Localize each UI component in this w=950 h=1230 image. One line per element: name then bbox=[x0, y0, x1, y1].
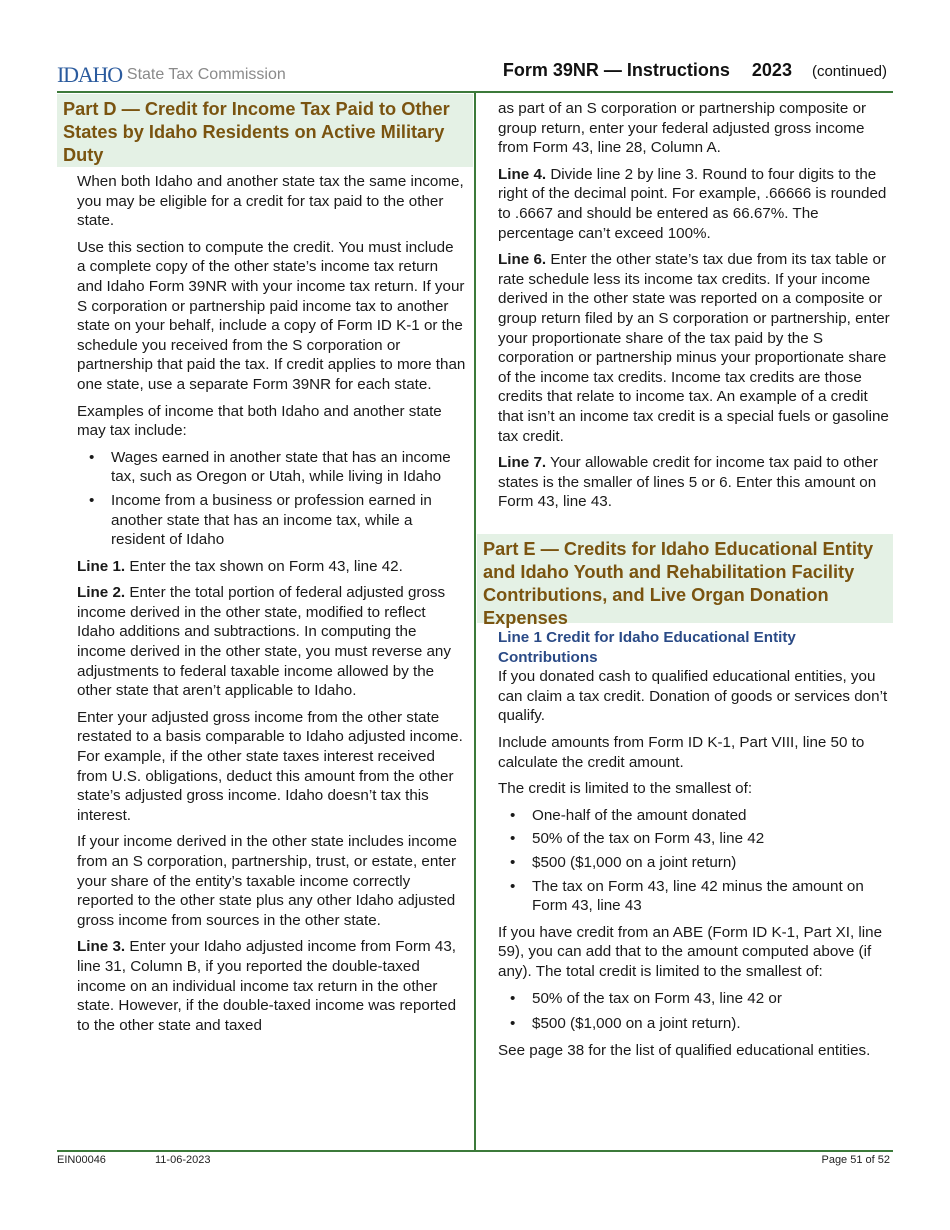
list-item: • $500 ($1,000 on a joint return) bbox=[498, 853, 894, 873]
line-3-instruction bbox=[77, 937, 466, 1035]
line-text: Enter your Idaho adjusted income from Form 43, line 31, Column B, if you reported the double-taxed income on an individual income tax return in the other state. However, if the double-taxed income was reported to the other state and taxed bbox=[77, 938, 457, 1034]
part-d-heading: Part D — Credit for Income Tax Paid to Other States by Idaho Residents on Active Military Duty bbox=[57, 94, 473, 167]
part-e-see-page: See page 38 for the list of qualified educational entities. bbox=[498, 1041, 871, 1059]
right-column bbox=[498, 99, 894, 519]
line-text: Your allowable credit for income tax paid to other states is the smaller of lines 5 or 6. Enter this amount on Form 43, line 43. bbox=[498, 454, 878, 511]
list-item: • 50% of the tax on Form 43, line 42 or bbox=[498, 989, 894, 1009]
form-title-group bbox=[503, 60, 887, 81]
logo-agency-name: State Tax Commission bbox=[126, 66, 286, 83]
entity-income-paragraph: If your income derived in the other state includes income from an S corporation, partnership, trust, or estate, enter your share of the entity’s taxable income correctly reported to the other state plus any other Idaho adjusted gross income from sources in the other state. bbox=[77, 833, 457, 929]
idaho-logo bbox=[57, 62, 286, 88]
form-title: Form 39NR — Instructions bbox=[502, 60, 730, 80]
line-1-instruction bbox=[77, 557, 466, 577]
part-e-intro: If you donated cash to qualified educational entities, you can claim a tax credit. Donation of goods or services don’t qualify. bbox=[498, 668, 888, 725]
line-6-instruction bbox=[498, 250, 894, 446]
line-text: Divide line 2 by line 3. Round to four digits to the right of the decimal point. For example, .66666 is rounded to .6667 and should be entered as 66.67%. The percentage can’t exceed 100%. bbox=[498, 165, 887, 242]
part-e-k1: Include amounts from Form ID K-1, Part VIII, line 50 to calculate the credit amount. bbox=[498, 733, 865, 771]
part-d-compute: Use this section to compute the credit. You must include a complete copy of the other state’s income tax return and Idaho Form 39NR with your income tax return. If your S corporation or partnership paid income tax to another state on your behalf, include a copy of Form ID K-1 or the schedule you received from the S corporation or partnership that paid the tax. If credit applies to more than one state, use a separate Form 39NR for each state. bbox=[77, 238, 466, 393]
list-item: • 50% of the tax on Form 43, line 42 bbox=[498, 829, 894, 849]
list-item: • One-half of the amount donated bbox=[498, 806, 894, 826]
examples-list bbox=[77, 448, 466, 550]
limit-list bbox=[498, 806, 894, 916]
part-e-abe: If you have credit from an ABE (Form ID K-1, Part XI, line 59), you can add that to the amount computed above (if any). The total credit is limited to the smallest of: bbox=[498, 923, 883, 980]
line-label: Line 2. bbox=[77, 584, 126, 602]
part-d-intro: When both Idaho and another state tax the same income, you may be eligible for a credit for tax paid to the other state. bbox=[77, 173, 464, 230]
part-d-examples: Examples of income that both Idaho and another state may tax include: bbox=[77, 402, 442, 440]
list-item: • $500 ($1,000 on a joint return). bbox=[498, 1014, 894, 1034]
line-text: Enter the tax shown on Form 43, line 42. bbox=[125, 557, 403, 575]
footer-date: 11-06-2023 bbox=[155, 1154, 211, 1166]
column-divider bbox=[474, 92, 476, 1151]
part-e-limit: The credit is limited to the smallest of: bbox=[498, 780, 753, 798]
line-label: Line 4. bbox=[498, 165, 547, 183]
line-label: Line 3. bbox=[77, 938, 126, 956]
continued-label: (continued) bbox=[811, 63, 887, 80]
line-label: Line 7. bbox=[498, 454, 547, 472]
line-7-instruction bbox=[498, 453, 894, 512]
line-label: Line 6. bbox=[498, 251, 547, 269]
footer-code: EIN00046 bbox=[57, 1154, 106, 1166]
form-year: 2023 bbox=[751, 60, 792, 80]
part-e-content bbox=[498, 628, 894, 1067]
line-label: Line 1. bbox=[77, 557, 126, 575]
line-2-instruction bbox=[77, 583, 466, 701]
logo-idaho-wordmark: IDAHO bbox=[57, 62, 122, 87]
footer-rule bbox=[57, 1150, 893, 1152]
page-header bbox=[57, 60, 893, 92]
part-e-heading: Part E — Credits for Idaho Educational Entity and Idaho Youth and Rehabilitation Facility Contributions, and Live Organ Donation Expenses bbox=[477, 534, 893, 623]
line-1-credit-subheading: Line 1 Credit for Idaho Educational Entity Contributions bbox=[498, 629, 796, 666]
abe-limit-list bbox=[498, 989, 894, 1034]
list-item: • The tax on Form 43, line 42 minus the amount on Form 43, line 43 bbox=[498, 877, 894, 916]
left-column bbox=[77, 172, 466, 1042]
list-item: • Income from a business or profession earned in another state that has an income tax, while a resident of Idaho bbox=[77, 491, 466, 550]
agi-restated-paragraph: Enter your adjusted gross income from the other state restated to a basis comparable to Idaho adjusted income. For example, if the other state taxes interest received from U.S. obligations, deduct this amount from the other state’s adjusted gross income. Idaho doesn’t tax this interest. bbox=[77, 708, 463, 824]
line-3-continued: as part of an S corporation or partnership composite or group return, enter your federal adjusted gross income from Form 43, line 28, Column A. bbox=[498, 100, 867, 157]
line-text: Enter the total portion of federal adjusted gross income derived in the other state, modified to reflect Idaho additions and subtractions. In computing the income derived in the other state, you must reverse any adjustments to federal taxable income allowed by the other state that aren’t applicable to Idaho. bbox=[77, 584, 451, 700]
page-number: Page 51 of 52 bbox=[821, 1154, 890, 1166]
list-item: • Wages earned in another state that has an income tax, such as Oregon or Utah, while living in Idaho bbox=[77, 448, 466, 487]
line-text: Enter the other state’s tax due from its tax table or rate schedule less its income tax credits. If your income derived in the other state was reported on a composite or group return filed by an S corporation or partnership, enter your proportionate share of the tax paid by the S corporation or partnership minus your proportionate share of the income tax credits. Income tax credits are those credits that relate to income tax. An example of a credit that isn’t an income tax credit is a special fuels or gasoline tax credit. bbox=[498, 251, 890, 445]
line-4-instruction bbox=[498, 165, 894, 243]
